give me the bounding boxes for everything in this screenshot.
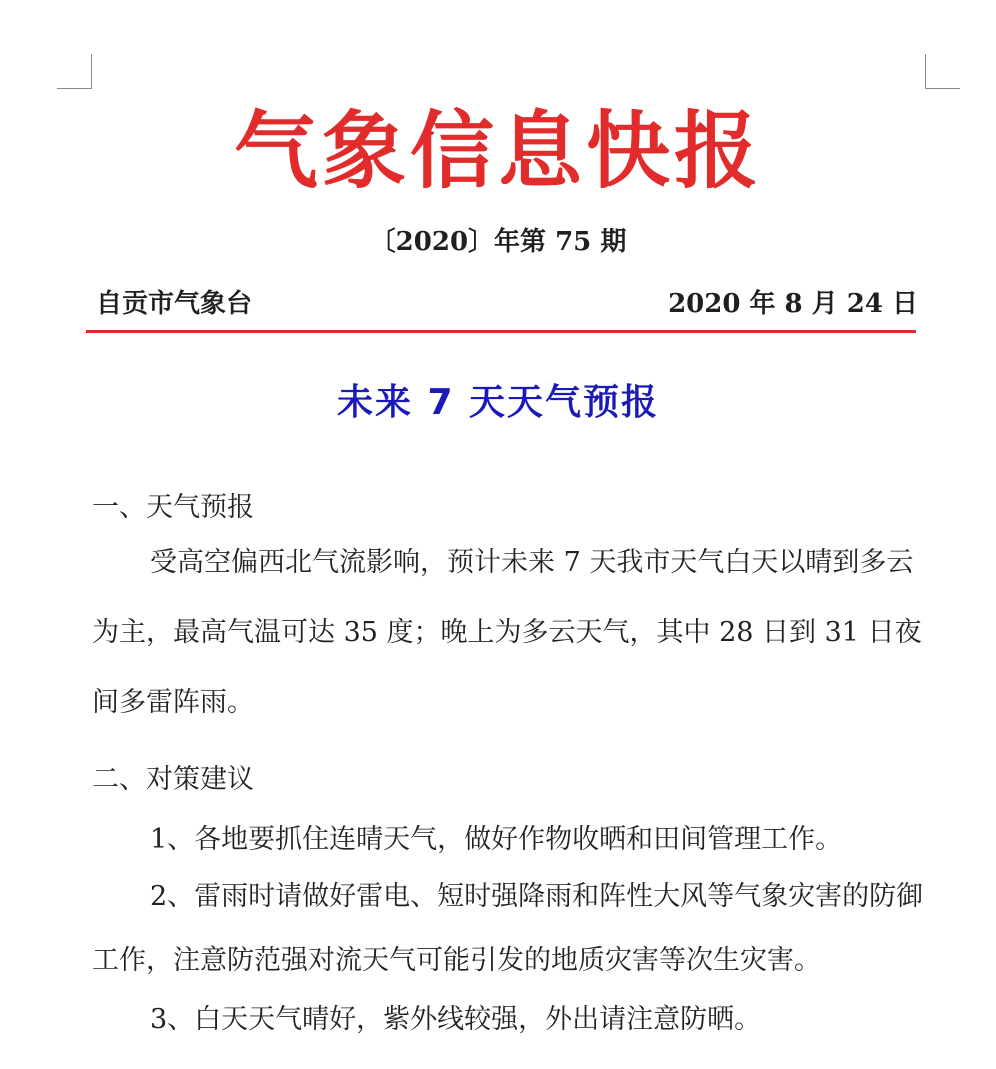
issue-number: 〔2020〕年第 75 期	[369, 227, 627, 257]
advice-item-1: 1、各地要抓住连晴天气，做好作物收晒和田间管理工作。	[150, 824, 843, 855]
page-corner-mark-top-right	[925, 54, 960, 89]
advice-item-2: 2、雷雨时请做好雷电、短时强降雨和阵性大风等气象灾害的防御工作，注意防范强对流天气可能引发的地质灾害等次生灾害。	[92, 881, 924, 976]
issue-date: 2020 年 8 月 24 日	[668, 289, 918, 319]
forecast-paragraph: 受高空偏西北气流影响，预计未来 7 天我市天气白天以晴到多云为主，最高气温可达 35 度；晚上为多云天气，其中 28 日到 31 日夜间多雷阵雨。	[92, 547, 922, 718]
page-corner-mark-top-left	[57, 54, 92, 89]
issuer-name: 自贡市气象台	[96, 289, 253, 319]
header-divider	[86, 330, 916, 333]
section-heading-advice: 二、对策建议	[92, 764, 254, 795]
advice-item-3: 3、白天天气晴好，紫外线较强，外出请注意防晒。	[150, 1004, 762, 1035]
section-heading-forecast: 一、天气预报	[92, 492, 254, 523]
document-title: 未来 7 天天气预报	[336, 382, 660, 423]
masthead-title: 气象信息快报	[233, 101, 762, 200]
